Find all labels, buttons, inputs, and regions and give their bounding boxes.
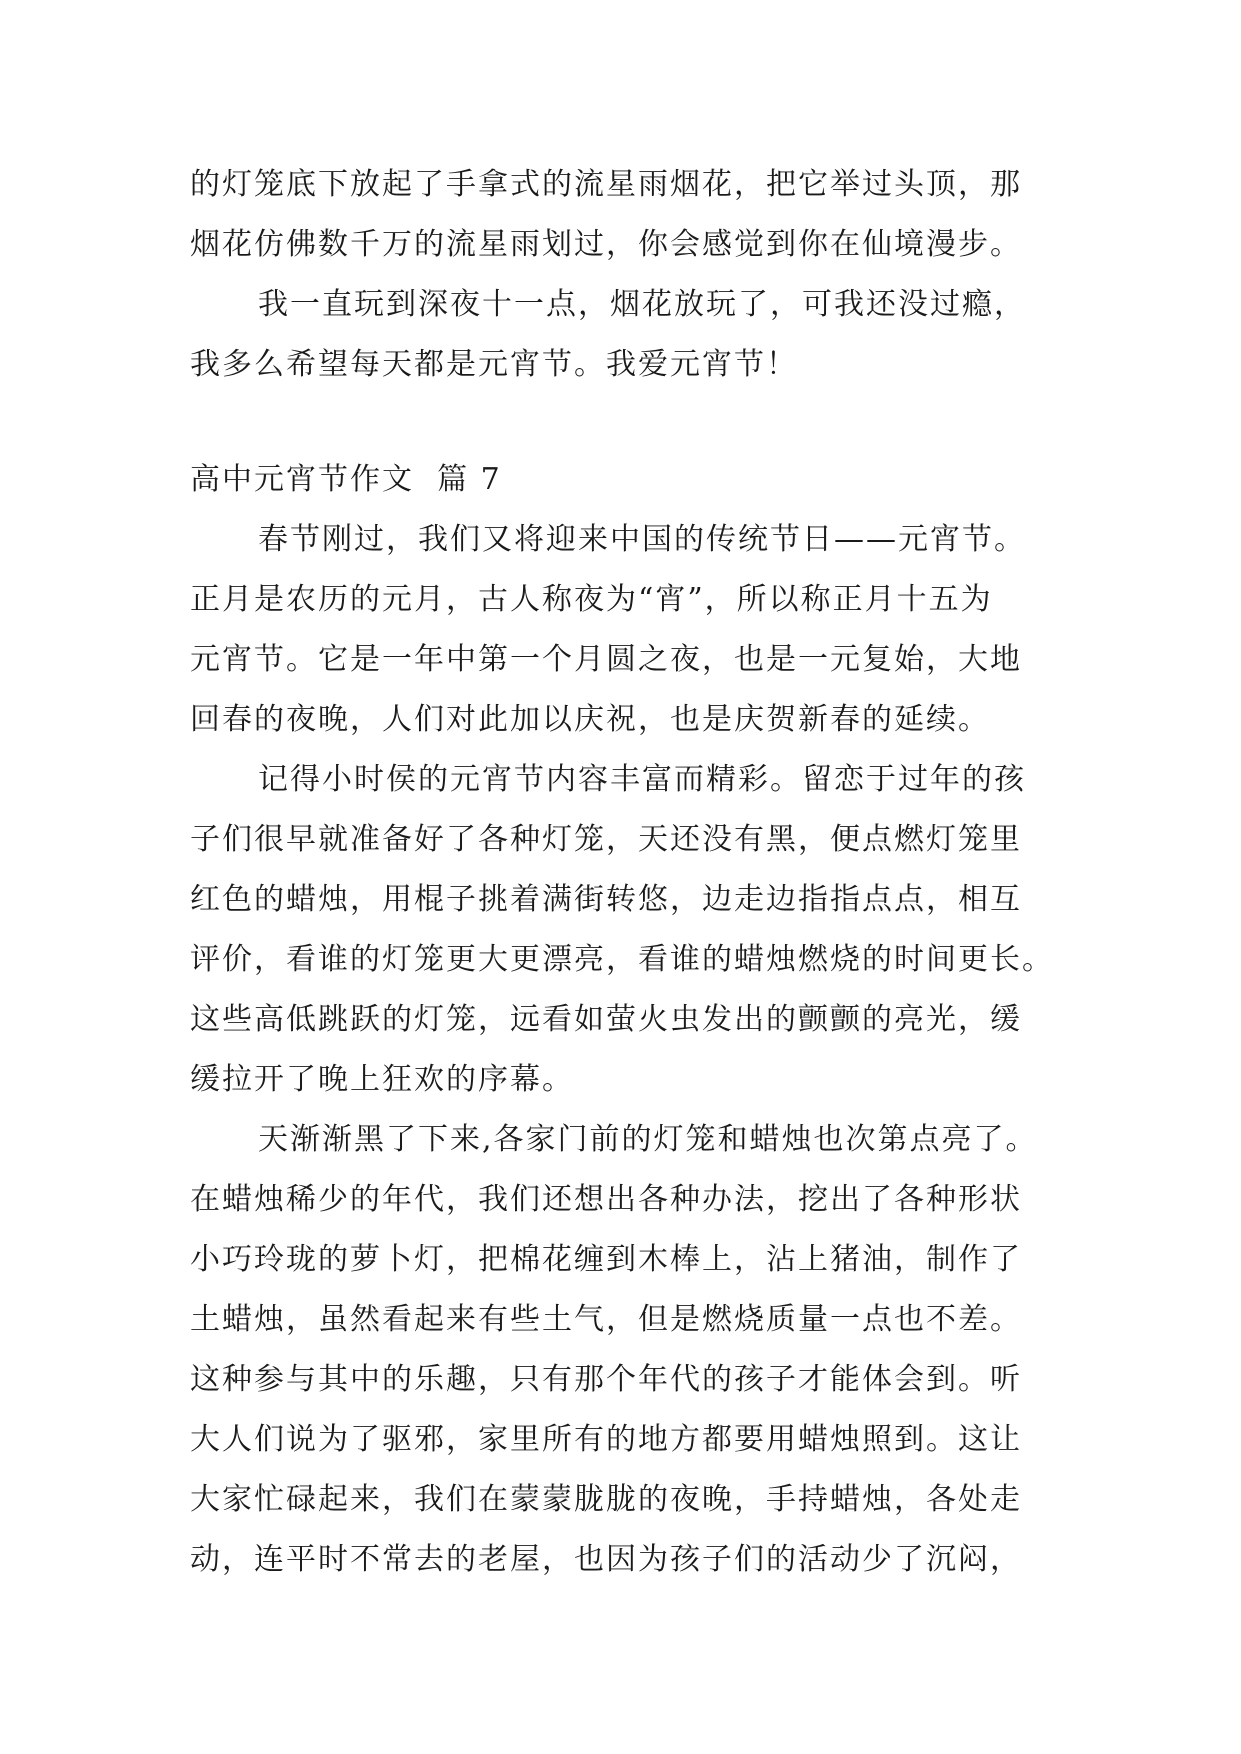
text-line: 小巧玲珑的萝卜灯，把棉花缠到木棒上，沾上猪油，制作了: [190, 1242, 1022, 1277]
text-line: 我多么希望每天都是元宵节。我爱元宵节！: [190, 347, 798, 382]
text-line: 评价，看谁的灯笼更大更漂亮，看谁的蜡烛燃烧的时间更长。: [190, 942, 1054, 977]
text-line: 烟花仿佛数千万的流星雨划过，你会感觉到你在仙境漫步。: [190, 227, 1022, 262]
text-line: 我一直玩到深夜十一点，烟花放玩了，可我还没过瘾，: [258, 287, 1026, 322]
intro-text: [190, 155, 1060, 395]
text-line: 动，连平时不常去的老屋，也因为孩子们的活动少了沉闷，: [190, 1542, 1022, 1577]
text-line: 大人们说为了驱邪，家里所有的地方都要用蜡烛照到。这让: [190, 1422, 1022, 1457]
text-line: 缓拉开了晚上狂欢的序幕。: [190, 1062, 574, 1097]
text-line: 大家忙碌起来，我们在蒙蒙胧胧的夜晚，手持蜡烛，各处走: [190, 1482, 1022, 1517]
text-line: 土蜡烛，虽然看起来有些土气，但是燃烧质量一点也不差。: [190, 1302, 1022, 1337]
text-line: 回春的夜晚，人们对此加以庆祝，也是庆贺新春的延续。: [190, 702, 990, 737]
text-line: 记得小时侯的元宵节内容丰富而精彩。留恋于过年的孩: [258, 762, 1026, 797]
text-line: 的灯笼底下放起了手拿式的流星雨烟花，把它举过头顶，那: [190, 167, 1022, 202]
text-line: 这种参与其中的乐趣，只有那个年代的孩子才能体会到。听: [190, 1362, 1022, 1397]
text-line: 子们很早就准备好了各种灯笼，天还没有黑，便点燃灯笼里: [190, 822, 1022, 857]
section-heading-block: [190, 450, 1060, 510]
text-line: 这些高低跳跃的灯笼，远看如萤火虫发出的颤颤的亮光，缓: [190, 1002, 1022, 1037]
section-body: [190, 510, 1060, 1590]
text-line: 正月是农历的元月，古人称夜为“宵”，所以称正月十五为: [190, 582, 993, 617]
text-line: 元宵节。它是一年中第一个月圆之夜，也是一元复始，大地: [190, 642, 1022, 677]
text-line: 红色的蜡烛，用棍子挑着满街转悠，边走边指指点点，相互: [190, 882, 1022, 917]
section-heading: 高中元宵节作文 篇 7: [190, 462, 502, 497]
text-line: 春节刚过，我们又将迎来中国的传统节日——元宵节。: [258, 522, 1026, 557]
text-line: 天渐渐黑了下来,各家门前的灯笼和蜡烛也次第点亮了。: [258, 1122, 1038, 1157]
text-line: 在蜡烛稀少的年代，我们还想出各种办法，挖出了各种形状: [190, 1182, 1022, 1217]
